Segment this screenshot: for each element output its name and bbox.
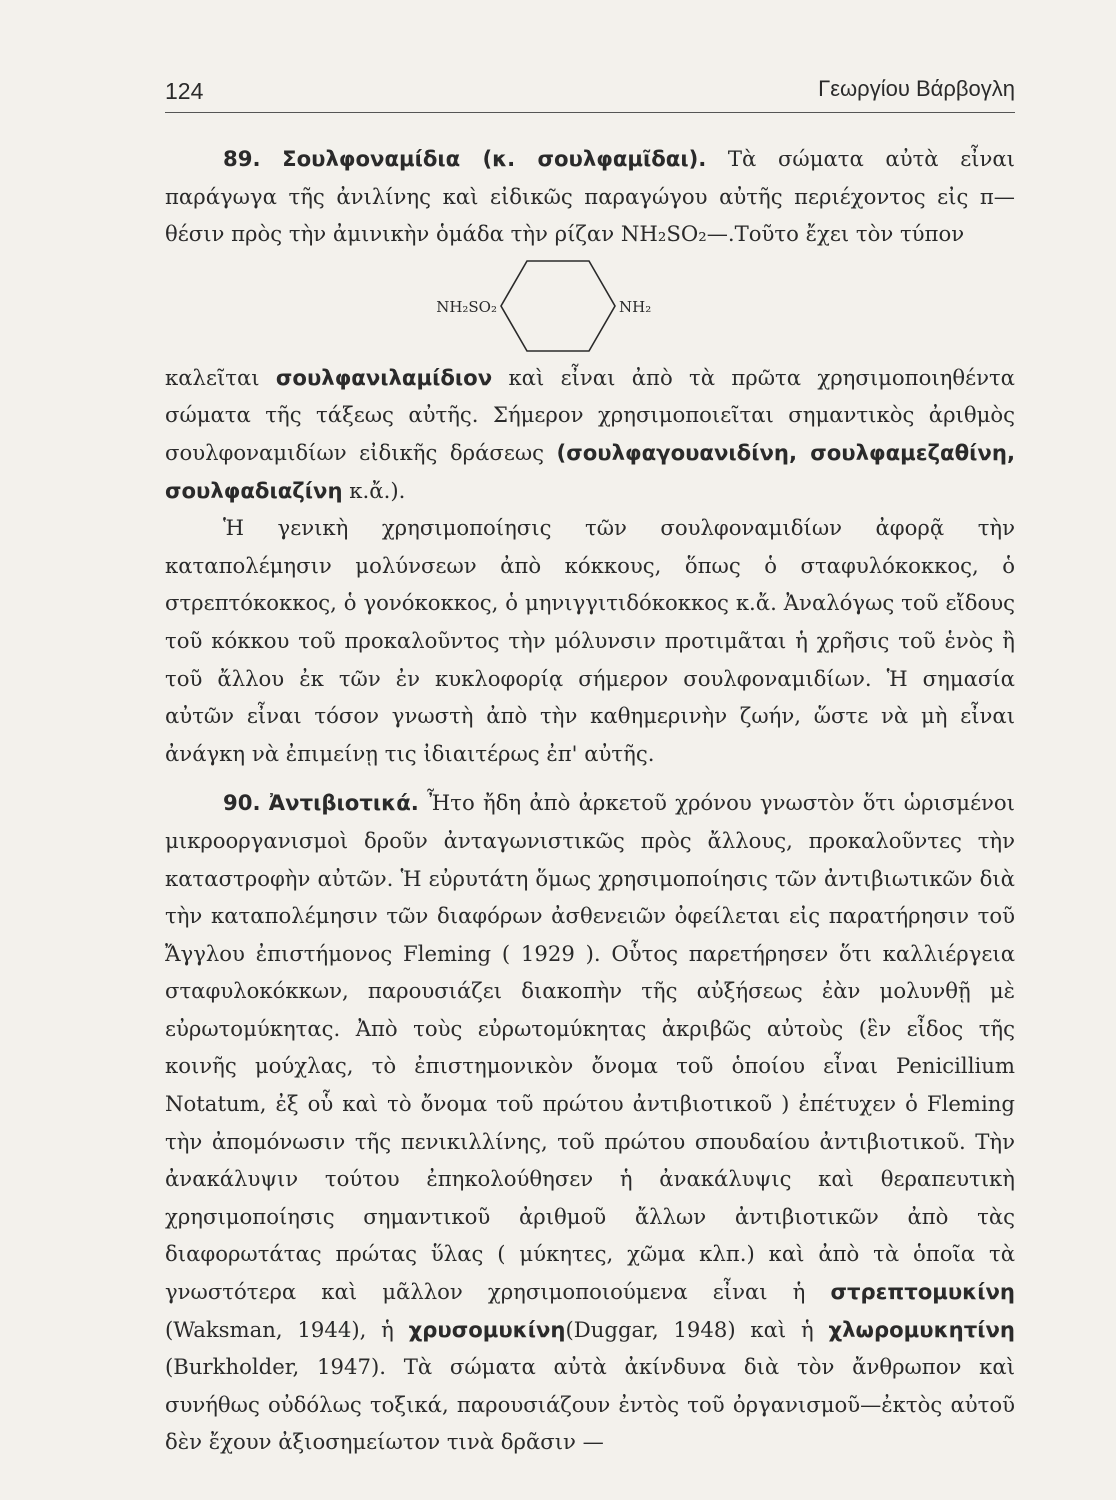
paragraph-sulfonamides-use: Ἡ γενικὴ χρησιμοποίησις τῶν σουλφοναμιδίων ἀφορᾷ τὴν καταπολέμησιν μολύνσεων ἀπὸ κόκκους, ὅπως ὁ σταφυλόκοκκος, ὁ στρεπτόκοκκος, ὁ γονόκοκκος, ὁ μηνιγγιτιδόκοκκος κ.ἄ. Ἀναλόγως τοῦ εἴδους τοῦ κόκκου τοῦ προκαλοῦντος τὴν μόλυνσιν προτιμᾶται ἡ χρῆσις τοῦ ἑνὸς ἢ τοῦ ἄλλου ἐκ τῶν ἐν κυκλοφορίᾳ σήμερον σουλφοναμιδίων. Ἡ σημασία αὐτῶν εἶναι τόσον γνωστὴ ἀπὸ τὴν καθημερινὴν ζωήν, ὥστε νὰ μὴ εἶναι ἀνάγκη νὰ ἐπιμείνῃ τις ἰδιαιτέρως ἐπ' αὐτῆς. <box>165 515 1015 766</box>
page-number: 124 <box>165 78 204 104</box>
paragraph-text: Τὰ σώματα αὐτὰ εἶναι παράγωγα τῆς ἀνιλίνης καὶ εἰδικῶς παραγώγου αὐτῆς περιέχοντος εἰς π—θέσιν πρὸς τὴν ἀμινικὴν ὁμάδα τὴν ρίζαν NH₂SO₂—.Τοῦτο ἔχει τὸν τύπον <box>165 146 1015 247</box>
benzene-ring-shape <box>501 261 615 351</box>
section-title: Ἀντιβιοτικά. <box>268 790 419 816</box>
formula-left-group: NH₂SO₂ <box>436 297 497 316</box>
chemical-formula <box>165 253 1015 359</box>
text-run: (Duggar, 1948) καὶ ἡ <box>565 1316 829 1342</box>
bold-term: χρυσομυκίνη <box>408 1316 566 1342</box>
section-89-continuation <box>165 359 1015 509</box>
bold-term: χλωρομυκητίνη <box>828 1316 1016 1342</box>
bold-term: σουλφανιλαμίδιον <box>275 364 493 390</box>
page-header <box>165 76 1015 113</box>
text-run: (Burkholder, 1947). Τὰ σώματα αὐτὰ ἀκίνδυνα διὰ τὸν ἄνθρωπον καὶ συνήθως οὐδόλως τοξικά, παρουσιάζουν ἐντὸς τοῦ ὀργανισμοῦ—ἐκτὸς αὐτοῦ δὲν ἔχουν ἀξιοσημείωτον τινὰ δρᾶσιν — <box>165 1354 1015 1455</box>
running-head-author: Γεωργίου Βάρβογλη <box>818 76 1015 101</box>
bold-term: στρεπτομυκίνη <box>830 1279 1015 1305</box>
section-number: 90. <box>223 790 261 816</box>
text-run: κ.ἄ.). <box>342 477 406 503</box>
section-title: Σουλφοναμίδια (κ. σουλφαμῖδαι). <box>282 146 707 171</box>
text-run: Ἦτο ἤδη ἀπὸ ἀρκετοῦ χρόνου γνωστὸν ὅτι ὡρισμένοι μικροοργανισμοὶ δροῦν ἀνταγωνιστικῶς πρὸς ἄλλους, προκαλοῦντες τὴν καταστροφὴν αὐτῶν. Ἡ εὐρυτάτη ὅμως χρησιμοποίησις τῶν ἀντιβιωτικῶν διὰ τὴν καταπολέμησιν τῶν διαφόρων ἀσθενειῶν ὀφείλεται εἰς παρατήρησιν τοῦ Ἄγγλου ἐπιστήμονος Fleming ( 1929 ). Οὗτος παρετήρησεν ὅτι καλλιέργεια σταφυλοκόκκων, παρουσιάζει διακοπὴν τῆς αὐξήσεως ἐὰν μολυνθῇ μὲ εὐρωτομύκητας. Ἀπὸ τοὺς εὐρωτομύκητας ἀκριβῶς αὐτοὺς (ἓν εἶδος τῆς κοινῆς μούχλας, τὸ ἐπιστημονικὸν ὄνομα τοῦ ὁποίου εἶναι Penicillium Notatum, ἐξ οὗ καὶ τὸ ὄνομα τοῦ πρώτου ἀντιβιοτικοῦ ) ἐπέτυχεν ὁ Fleming τὴν ἀπομόνωσιν τῆς πενικιλλίνης, τοῦ πρώτου σπουδαίου ἀντιβιοτικοῦ. Τὴν ἀνακάλυψιν τούτου ἐπηκολούθησεν ἡ ἀνακάλυψις καὶ θεραπευτικὴ χρησιμοποίησις σημαντικοῦ ἀριθμοῦ ἄλλων ἀντιβιοτικῶν ἀπὸ τὰς διαφορωτάτας πρώτας ὕλας ( μύκητες, χῶμα κλπ.) καὶ ἀπὸ τὰ ὁποῖα τὰ γνωστότερα καὶ μᾶλλον χρησιμοποιούμενα εἶναι ἡ <box>165 790 1015 1305</box>
text-run: καὶ εἶναι ἀπὸ τὰ πρῶτα χρησιμοποιηθέντα σώματα τῆς τάξεως αὐτῆς. Σήμερον χρησιμοποιεῖται σημαντικὸς ἀριθμὸς σουλφοναμιδίων εἰδικῆς δράσεως <box>165 364 1015 465</box>
bold-term-list: (σουλφαγουανιδίνη, σουλφαμεζαθίνη, σουλφαδιαζίνη <box>165 439 1015 503</box>
text-run: (Waksman, 1944), ἡ <box>165 1316 409 1342</box>
text-run: καλεῖται <box>165 364 276 390</box>
formula-right-group: NH₂ <box>619 297 652 316</box>
section-number: 89. <box>223 146 261 171</box>
body-text <box>165 140 1015 1461</box>
section-89-paragraph <box>165 140 1015 253</box>
section-90-paragraph <box>165 784 1015 1461</box>
benzene-ring-diagram <box>165 253 1015 359</box>
